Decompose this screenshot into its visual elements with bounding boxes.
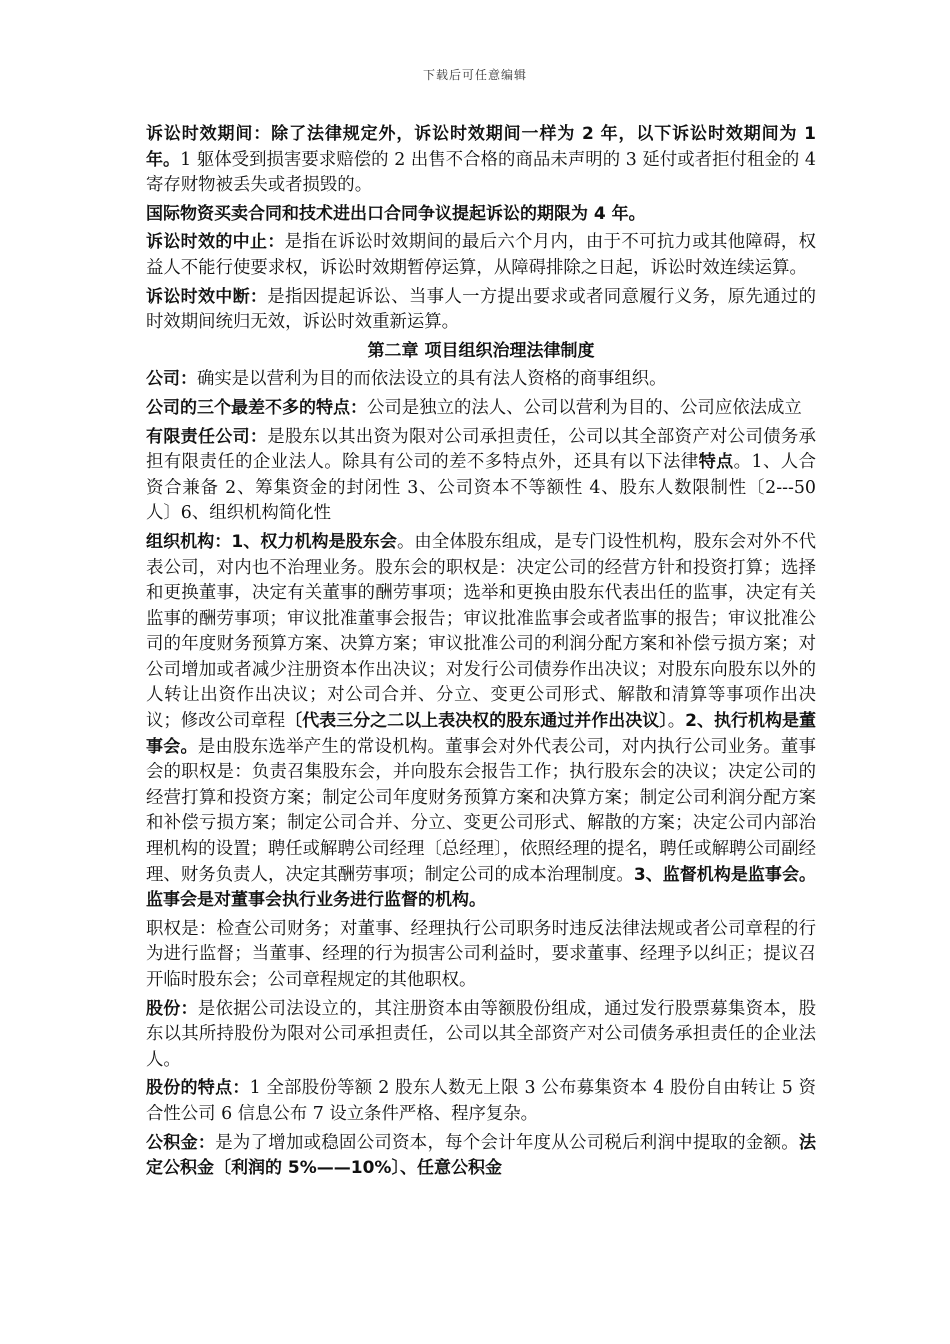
body-text: 1 躯体受到损害要求赔偿的 2 出售不合格的商品未声明的 3 延付或者拒付租金的 4 寄存财物被丢失或者损毁的。 xyxy=(146,149,816,196)
bold-text: 有限责任公司： xyxy=(146,426,268,447)
body-text: 是指在诉讼时效期间的最后六个月内，由于不可抗力或其他障碍，权益人不能行使要求权，诉讼时效期暂停运算，从障碍排除之日起，诉讼时效连续运算。 xyxy=(146,232,816,278)
bold-text: 诉讼时效期间：除了法律规定外，诉讼时效期间一样为 2 年，以下诉讼时效期间为 1 年。 xyxy=(146,124,816,170)
bold-text: 2、执行机构是董事会。 xyxy=(146,711,816,757)
paragraph-p12 xyxy=(146,1131,816,1182)
paragraph-p7 xyxy=(146,425,816,527)
body-text: 公司是独立的法人、公司以营利为目的、公司应依法成立 xyxy=(367,397,802,418)
bold-text: 组织机构：1、权力机构是股东会 xyxy=(146,531,397,552)
bold-text: 诉讼时效中断： xyxy=(146,286,268,307)
paragraph-p3 xyxy=(146,230,816,281)
body-text: 职权是：检查公司财务；对董事、经理执行公司职务时违反法律法规或者公司章程的行为进行监督；当董事、经理的行为损害公司利益时，要求董事、经理予以纠正；提议召开临时股东会；公司章程规定的其他职权。 xyxy=(146,918,816,990)
body-text: 。 xyxy=(667,711,686,732)
document-body xyxy=(146,122,816,1185)
body-text: 。由全体股东组成，是专门设性机构，股东会对外不代表公司，对内也不治理业务。股东会的职权是：决定公司的经营方针和投资打算；选择和更换董事，决定有关董事的酬劳事项；选举和更换由股东代表出任的监事，决定有关监事的酬劳事项；审议批准董事会报告；审议批准监事会或者监事的报告；审议批准公司的年度财务预算方案、决算方案；审议批准公司的利润分配方案和补偿亏损方案；对公司增加或者减少注册资本作出决议；对发行公司债券作出决议；对股东向股东以外的人转让出资作出决议；对公司合并、分立、变更公司形式、解散和清算等事项作出决议；修改公司章程 xyxy=(146,531,816,732)
bold-text: 公司： xyxy=(146,369,197,390)
paragraph-p2 xyxy=(146,202,816,228)
bold-text: 公司的三个最差不多的特点： xyxy=(146,397,367,418)
paragraph-p6 xyxy=(146,396,816,422)
paragraph-p1 xyxy=(146,122,816,199)
paragraph-p10 xyxy=(146,997,816,1074)
paragraph-p11 xyxy=(146,1076,816,1127)
bold-text: 诉讼时效的中止： xyxy=(146,232,285,253)
body-text: 是依据公司法设立的，其注册资本由等额股份组成，通过发行股票募集资本，股东以其所持股份为限对公司承担责任，公司以其全部资产对公司债务承担责任的企业法人。 xyxy=(146,998,816,1070)
body-text: 1 全部股份等额 2 股东人数无上限 3 公布募集资本 4 股份自由转让 5 资合性公司 6 信息公布 7 设立条件严格、程序复杂。 xyxy=(146,1078,817,1124)
paragraph-p4 xyxy=(146,285,816,336)
page-header: 下载后可任意编辑 xyxy=(422,68,527,82)
body-text: 是指因提起诉讼、当事人一方提出要求或者同意履行义务，原先通过的时效期间统归无效，诉讼时效重新运算。 xyxy=(146,286,816,333)
paragraph-p9 xyxy=(146,917,816,994)
bold-text: 第二章 项目组织治理法律制度 xyxy=(367,340,595,361)
body-text: 确实是以营利为目的而依法设立的具有法人资格的商事组织。 xyxy=(197,369,667,390)
paragraph-p8 xyxy=(146,530,816,914)
body-text: 是为了增加或稳固公司资本，每个会计年度从公司税后利润中提取的金额。 xyxy=(215,1132,799,1153)
bold-text: 公积金： xyxy=(146,1132,216,1153)
bold-text: 国际物资买卖合同和技术进出口合同争议提起诉讼的期限为 4 年。 xyxy=(146,203,646,224)
bold-text: 股份的特点： xyxy=(146,1078,250,1099)
bold-text: 法定公积金〔利润的 5%——10%〕、任意公积金 xyxy=(146,1132,816,1179)
bold-text: 股份： xyxy=(146,998,198,1019)
bold-text: 特点 xyxy=(698,452,734,473)
chapter-heading xyxy=(146,339,816,365)
body-text: 是股东以其出资为限对公司承担责任，公司以其全部资产对公司债务承担有限责任的企业法人。除具有公司的差不多特点外，还具有以下法律 xyxy=(146,426,816,473)
bold-text: 3、监督机构是监事会。监事会是对董事会执行业务进行监督的机构。 xyxy=(146,864,816,911)
paragraph-p5 xyxy=(146,367,816,393)
bold-text: 〔代表三分之二以上表决权的股东通过并作出决议〕 xyxy=(285,711,668,732)
body-text: 是由股东选举产生的常设机构。董事会对外代表公司，对内执行公司业务。董事会的职权是：负责召集股东会，并向股东会报告工作；执行股东会的决议；决定公司的经营打算和投资方案；制定公司年度财务预算方案和决算方案；制定公司利润分配方案和补偿亏损方案；制定公司合并、分立、变更公司形式、解散的方案；决定公司内部治理机构的设置；聘任或解聘公司经理〔总经理〕，依照经理的提名，聘任或解聘公司副经理、财务负责人，决定其酬劳事项；制定公司的成本治理制度。 xyxy=(146,736,816,885)
body-text: 。1、人合资合兼备 2、筹集资金的封闭性 3、公司资本不等额性 4、股东人数限制性〔2---50 人〕6、组织机构简化性 xyxy=(146,452,816,524)
